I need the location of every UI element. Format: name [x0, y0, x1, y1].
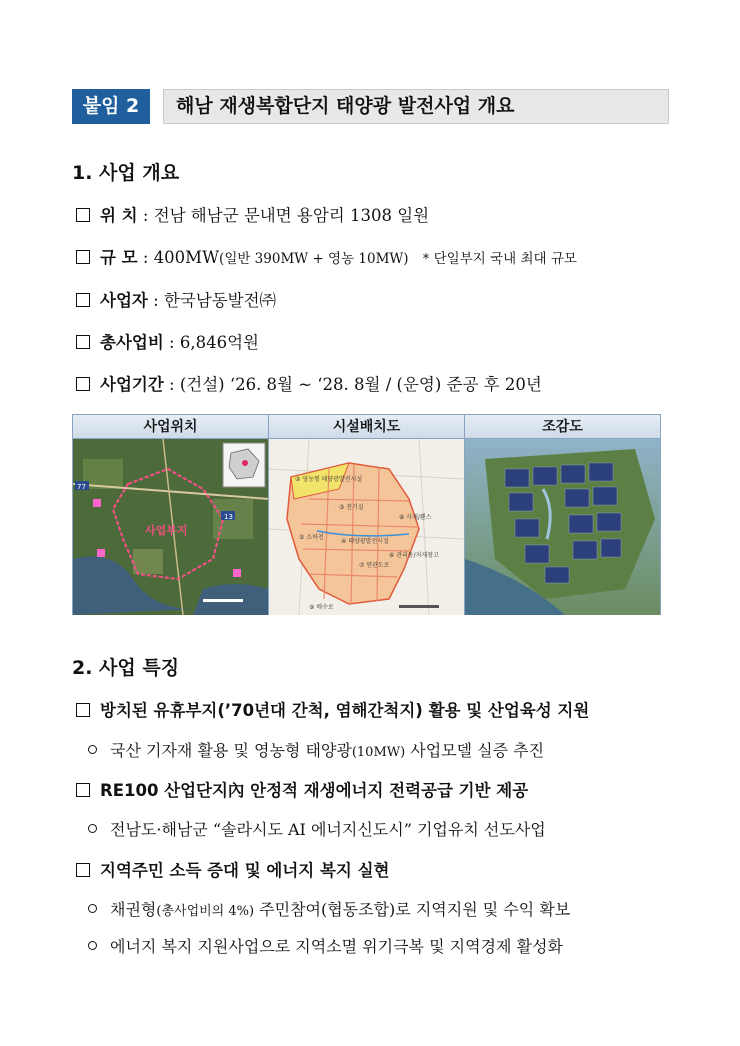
checkbox-icon — [76, 377, 90, 391]
site-label: 사업부지 — [145, 524, 188, 537]
section-2-title: 2. 사업 특징 — [72, 657, 180, 679]
page-title: 해남 재생복합단지 태양광 발전사업 개요 — [163, 89, 669, 124]
row-value: 한국남동발전㈜ — [163, 291, 277, 310]
feature-bullet — [88, 897, 570, 920]
appendix-tag: 붙임 2 — [72, 89, 150, 124]
row-period — [76, 371, 542, 395]
row-budget — [76, 329, 259, 353]
bullet-text-small: (10MW) — [351, 745, 406, 760]
bullet-text-small: (총사업비의 4%) — [156, 904, 255, 919]
bullet-text: 전남도·해남군 “솔라시도 AI 에너지신도시” 기업유치 선도사업 — [110, 820, 546, 839]
layout-label-road: ⑦ 연관도로 — [359, 562, 390, 569]
feature-bullet — [88, 738, 544, 761]
row-value: 전남 해남군 문내면 용암리 1308 일원 — [153, 206, 430, 225]
row-operator — [76, 287, 276, 311]
feature-heading: RE100 산업단지內 안정적 재생에너지 전력공급 기반 제공 — [100, 781, 529, 800]
layout-label-solar: ④ 태양광발전시설 — [341, 538, 389, 545]
row-label: 총사업비 — [100, 333, 164, 352]
feature-item — [76, 697, 589, 721]
figure-header-aerial: 조감도 — [542, 419, 583, 435]
road-77-label: 77 — [77, 483, 86, 491]
figure-header-layout: 시설배치도 — [269, 415, 465, 438]
feature-bullet — [88, 934, 563, 957]
layout-label-drain: ⑨ 배수로 — [309, 604, 334, 611]
row-value: 6,846억원 — [179, 333, 259, 352]
row-label: 사업기간 — [100, 375, 164, 394]
checkbox-icon — [76, 208, 90, 222]
figure-header — [73, 415, 660, 439]
sep: : — [147, 291, 164, 310]
bullet-text: 주민참여(협동조합)로 지역지원 및 수익 확보 — [254, 900, 571, 919]
row-label: 규 모 — [100, 248, 138, 267]
row-scale — [76, 244, 577, 268]
circle-bullet-icon — [88, 904, 97, 913]
row-note: * 단일부지 국내 최대 규모 — [422, 251, 577, 267]
row-value-detail: (일반 390MW + 영농 10MW) — [219, 251, 409, 267]
figure-header-location: 사업위치 — [73, 415, 269, 438]
circle-bullet-icon — [88, 941, 97, 950]
checkbox-icon — [76, 703, 90, 717]
bullet-text: 에너지 복지 지원사업으로 지역소멸 위기극복 및 지역경제 활성화 — [110, 937, 563, 956]
layout-label-fence: ⑧ 사재/휀스 — [399, 514, 432, 521]
feature-item — [76, 777, 528, 801]
layout-label-substation: ③ 전기실 — [339, 504, 364, 511]
bullet-text: 채권형 — [110, 900, 157, 919]
layout-label-agri: ② 영농형 태양광발전시설 — [295, 476, 363, 483]
location-map-image — [73, 439, 269, 615]
aerial-rendering — [465, 439, 660, 615]
row-value: 400MW — [153, 248, 220, 267]
row-label: 사업자 — [100, 291, 148, 310]
road-13-label: 13 — [224, 513, 233, 521]
sep: : — [137, 248, 154, 267]
bullet-text: 사업모델 실증 추진 — [405, 741, 545, 760]
sep: : — [163, 375, 180, 394]
feature-heading: 방치된 유휴부지(’70년대 간척, 염해간척지) 활용 및 산업육성 지원 — [100, 701, 590, 720]
bullet-text: 국산 기자재 활용 및 영농형 태양광 — [110, 741, 352, 760]
section-1-title: 1. 사업 개요 — [72, 162, 180, 184]
circle-bullet-icon — [88, 824, 97, 833]
checkbox-icon — [76, 863, 90, 877]
checkbox-icon — [76, 250, 90, 264]
row-label: 위 치 — [100, 206, 138, 225]
feature-bullet — [88, 817, 546, 840]
satellite-map — [73, 439, 269, 615]
layout-label-office: ⑥ 관리동/자재창고 — [389, 552, 439, 559]
sep: : — [137, 206, 154, 225]
checkbox-icon — [76, 783, 90, 797]
checkbox-icon — [76, 335, 90, 349]
layout-plan-image — [269, 439, 465, 615]
layout-label-stream: ⑤ 소하천 — [299, 534, 324, 541]
checkbox-icon — [76, 293, 90, 307]
feature-heading: 지역주민 소득 증대 및 에너지 복지 실현 — [100, 861, 390, 880]
sep: : — [163, 333, 180, 352]
aerial-view-image — [465, 439, 660, 615]
circle-bullet-icon — [88, 745, 97, 754]
header-bar — [72, 89, 669, 124]
facility-layout-plan — [269, 439, 465, 615]
project-figure — [72, 414, 661, 615]
row-location — [76, 202, 429, 226]
row-value: (건설) ‘26. 8월 ~ ‘28. 8월 / (운영) 준공 후 20년 — [179, 375, 542, 394]
feature-item — [76, 857, 390, 881]
